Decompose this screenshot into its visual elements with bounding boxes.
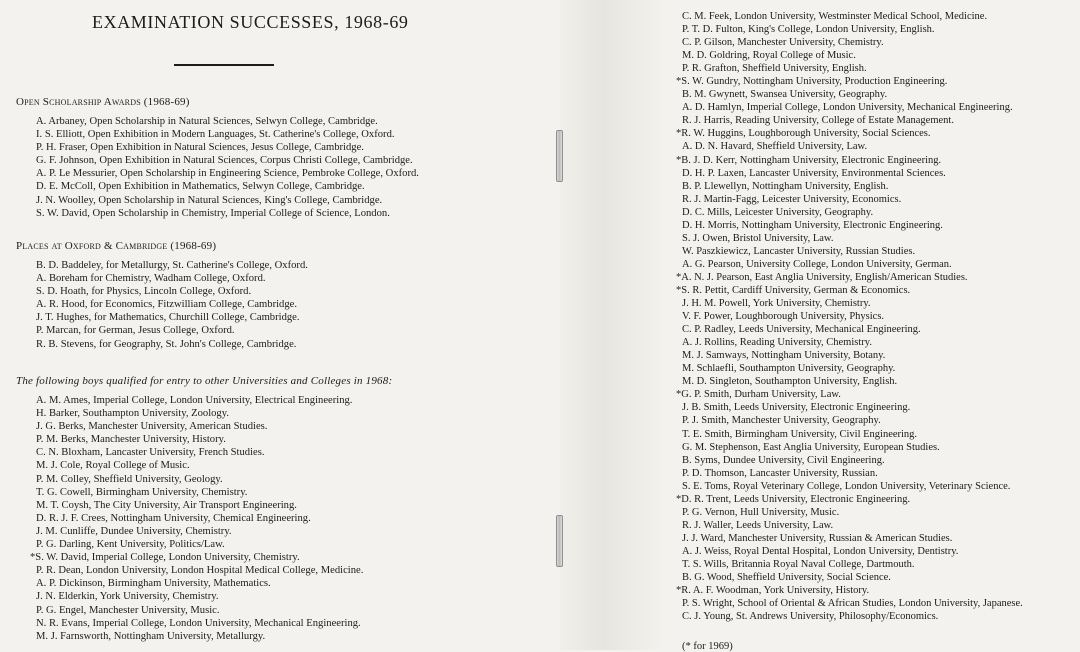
- list-item: P. D. Thomson, Lancaster University, Russian.: [682, 467, 878, 479]
- list-item: P. S. Wright, School of Oriental & African Studies, London University, Japanese.: [682, 598, 1023, 610]
- list-item: A. R. Hood, for Economics, Fitzwilliam College, Cambridge.: [36, 299, 297, 311]
- list-item: T. G. Cowell, Birmingham University, Chemistry.: [36, 486, 248, 498]
- oxbridge-places-list: [16, 259, 308, 351]
- list-item: A. Boreham for Chemistry, Wadham College, Oxford.: [36, 273, 266, 285]
- list-item: J. J. Ward, Manchester University, Russian & American Studies.: [682, 532, 953, 544]
- list-item: R. J. Waller, Leeds University, Law.: [682, 519, 834, 531]
- list-item: D. H. P. Laxen, Lancaster University, Environmental Sciences.: [682, 167, 946, 179]
- list-item: P. Marcan, for German, Jesus College, Oxford.: [36, 325, 235, 337]
- footnote: (* for 1969): [682, 641, 733, 652]
- open-scholarships-list: [16, 115, 419, 220]
- list-item: A. Arbaney, Open Scholarship in Natural Sciences, Selwyn College, Cambridge.: [36, 116, 378, 127]
- list-item: B. G. Wood, Sheffield University, Social Science.: [682, 572, 891, 584]
- other-universities-continued: [676, 10, 1023, 652]
- list-item: A. P. Dickinson, Birmingham University, Mathematics.: [36, 578, 271, 590]
- list-item: J. G. Berks, Manchester University, American Studies.: [36, 421, 268, 433]
- list-item: C. N. Bloxham, Lancaster University, French Studies.: [36, 447, 265, 459]
- list-item: *S. W. Gundry, Nottingham University, Production Engineering.: [676, 76, 948, 88]
- list-item: G. M. Stephenson, East Anglia University, European Studies.: [682, 441, 940, 453]
- list-item: A. J. Weiss, Royal Dental Hospital, London University, Dentistry.: [682, 545, 959, 557]
- list-item: W. Paszkiewicz, Lancaster University, Russian Studies.: [682, 245, 916, 257]
- page-title: EXAMINATION SUCCESSES, 1968-69: [92, 12, 409, 32]
- list-item: *R. W. Huggins, Loughborough University, Social Sciences.: [676, 128, 931, 140]
- list-item: V. F. Power, Loughborough University, Physics.: [682, 311, 885, 323]
- list-item: M. Schlaefli, Southampton University, Geography.: [682, 363, 896, 375]
- list-item: M. J. Farnsworth, Nottingham University, Metallurgy.: [36, 630, 266, 642]
- list-item: J. H. M. Powell, York University, Chemistry.: [682, 298, 871, 310]
- list-item: P. R. Dean, London University, London Hospital Medical College, Medicine.: [36, 565, 364, 577]
- list-item: S. J. Owen, Bristol University, Law.: [682, 232, 834, 244]
- list-item: J. N. Elderkin, York University, Chemistry.: [36, 591, 219, 603]
- list-item: A. D. N. Havard, Sheffield University, Law.: [682, 141, 868, 153]
- list-item: *G. P. Smith, Durham University, Law.: [676, 389, 841, 401]
- list-item: S. E. Toms, Royal Veterinary College, London University, Veterinary Science.: [682, 480, 1011, 492]
- list-item: B. D. Baddeley, for Metallurgy, St. Catherine's College, Oxford.: [36, 260, 308, 271]
- list-item: P. G. Vernon, Hull University, Music.: [682, 506, 840, 518]
- list-item: *R. A. F. Woodman, York University, History.: [676, 585, 870, 597]
- list-item: J. N. Woolley, Open Scholarship in Natural Sciences, King's College, Cambridge.: [36, 194, 383, 206]
- list-item: P. G. Engel, Manchester University, Music.: [36, 604, 220, 616]
- other-universities-section: [16, 374, 392, 643]
- list-item: *B. J. D. Kerr, Nottingham University, Electronic Engineering.: [676, 154, 942, 166]
- open-scholarships-heading: Open Scholarship Awards (1968-69): [16, 96, 190, 108]
- list-item: B. M. Gwynett, Swansea University, Geography.: [682, 89, 888, 101]
- list-item: A. G. Pearson, University College, London University, German.: [682, 258, 952, 270]
- list-item: J. B. Smith, Leeds University, Electronic Engineering.: [682, 402, 911, 414]
- list-item: P. G. Darling, Kent University, Politics/Law.: [36, 539, 225, 551]
- other-universities-list-continued: [676, 10, 1023, 623]
- list-item: C. J. Young, St. Andrews University, Philosophy/Economics.: [682, 611, 939, 623]
- list-item: H. Barker, Southampton University, Zoology.: [36, 408, 229, 420]
- list-item: S. D. Hoath, for Physics, Lincoln College, Oxford.: [36, 286, 252, 298]
- oxbridge-places-heading: Places at Oxford & Cambridge (1968-69): [16, 240, 217, 252]
- other-universities-heading: The following boys qualified for entry to other Universities and Colleges in 1968:: [16, 375, 393, 387]
- list-item: *A. N. J. Pearson, East Anglia University, English/American Studies.: [676, 271, 968, 283]
- list-item: N. R. Evans, Imperial College, London University, Mechanical Engineering.: [36, 617, 361, 629]
- list-item: J. T. Hughes, for Mathematics, Churchill College, Cambridge.: [36, 312, 300, 324]
- binding-gutter: [560, 0, 660, 650]
- list-item: D. R. J. F. Crees, Nottingham University, Chemical Engineering.: [36, 512, 311, 524]
- oxbridge-places-section: [16, 239, 308, 351]
- list-item: D. E. McColl, Open Exhibition in Mathematics, Selwyn College, Cambridge.: [36, 181, 365, 193]
- list-item: *S. W. David, Imperial College, London University, Chemistry.: [30, 552, 300, 564]
- list-item: M. D. Goldring, Royal College of Music.: [682, 50, 856, 62]
- list-item: P. M. Berks, Manchester University, History.: [36, 434, 226, 446]
- list-item: S. W. David, Open Scholarship in Chemistry, Imperial College of Science, London.: [36, 207, 390, 219]
- list-item: B. Syms, Dundee University, Civil Engineering.: [682, 454, 885, 466]
- list-item: *D. R. Trent, Leeds University, Electronic Engineering.: [676, 493, 911, 505]
- list-item: C. P. Radley, Leeds University, Mechanical Engineering.: [682, 324, 921, 336]
- list-item: C. P. Gilson, Manchester University, Chemistry.: [682, 37, 884, 49]
- list-item: J. M. Cunliffe, Dundee University, Chemistry.: [36, 525, 232, 537]
- list-item: R. B. Stevens, for Geography, St. John's College, Cambridge.: [36, 338, 297, 350]
- list-item: P. J. Smith, Manchester University, Geography.: [682, 415, 881, 427]
- list-item: A. D. Hamlyn, Imperial College, London University, Mechanical Engineering.: [682, 102, 1013, 114]
- list-item: D. H. Morris, Nottingham University, Electronic Engineering.: [682, 219, 943, 231]
- list-item: P. H. Fraser, Open Exhibition in Natural Sciences, Jesus College, Cambridge.: [36, 142, 364, 154]
- list-item: P. R. Grafton, Sheffield University, English.: [682, 63, 867, 75]
- list-item: *S. R. Pettit, Cardiff University, German & Economics.: [676, 284, 911, 296]
- list-item: A. P. Le Messurier, Open Scholarship in Engineering Science, Pembroke College, Oxford.: [36, 168, 419, 180]
- right-page: [660, 0, 1080, 650]
- list-item: I. S. Elliott, Open Exhibition in Modern Languages, St. Catherine's College, Oxford.: [36, 129, 395, 141]
- list-item: G. F. Johnson, Open Exhibition in Natural Sciences, Corpus Christi College, Cambridge.: [36, 155, 413, 167]
- list-item: T. S. Wills, Britannia Royal Naval College, Dartmouth.: [682, 558, 915, 570]
- list-item: R. J. Martin-Fagg, Leicester University, Economics.: [682, 193, 902, 205]
- list-item: P. M. Colley, Sheffield University, Geology.: [36, 473, 223, 485]
- list-item: M. T. Coysh, The City University, Air Transport Engineering.: [36, 499, 297, 511]
- list-item: A. M. Ames, Imperial College, London University, Electrical Engineering.: [36, 395, 353, 406]
- list-item: D. C. Mills, Leicester University, Geography.: [682, 206, 874, 218]
- list-item: T. E. Smith, Birmingham University, Civil Engineering.: [682, 428, 918, 440]
- list-item: P. T. D. Fulton, King's College, London University, English.: [682, 24, 935, 36]
- list-item: B. P. Llewellyn, Nottingham University, English.: [682, 180, 889, 192]
- other-universities-list: [16, 394, 392, 643]
- list-item: M. J. Samways, Nottingham University, Botany.: [682, 350, 886, 362]
- list-item: A. J. Rollins, Reading University, Chemistry.: [682, 337, 872, 349]
- list-item: C. M. Feek, London University, Westminster Medical School, Medicine.: [682, 11, 988, 22]
- list-item: R. J. Harris, Reading University, College of Estate Management.: [682, 115, 954, 127]
- list-item: M. J. Cole, Royal College of Music.: [36, 460, 190, 472]
- list-item: M. D. Singleton, Southampton University, English.: [682, 376, 898, 388]
- open-scholarships-section: [16, 95, 419, 220]
- title-rule: [174, 64, 274, 66]
